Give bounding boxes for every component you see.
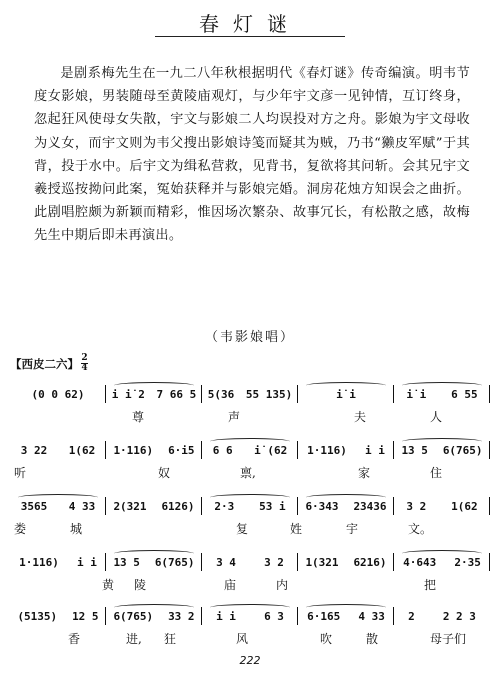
note-group: 1(321 — [305, 555, 339, 569]
time-sig-top: 2 — [81, 353, 88, 363]
measure — [202, 496, 298, 516]
slur-arc — [402, 438, 482, 445]
note-group: (0 0 62) — [31, 387, 85, 401]
lyric: 奴 — [158, 466, 171, 480]
note-group: 2 — [408, 609, 415, 623]
measure — [202, 440, 298, 460]
note-group: i i̇ 2 — [111, 387, 145, 401]
note-group: 13 5 — [113, 555, 140, 569]
note-group: i̇ i — [406, 387, 427, 401]
lyric: 陵 — [134, 578, 147, 592]
measure — [10, 440, 106, 460]
note-group: 2 2 3 — [442, 609, 476, 623]
notes-row — [10, 496, 490, 516]
slur-arc — [210, 494, 290, 501]
lyrics-row — [10, 408, 490, 424]
lyric: 夫 — [354, 410, 367, 424]
lyric: 复 — [236, 522, 249, 536]
lyrics-row — [10, 576, 490, 592]
lyrics-row — [10, 464, 490, 480]
lyric: 进, — [126, 632, 142, 646]
page-number: 222 — [239, 654, 261, 667]
note-group: 1·116) — [307, 443, 347, 457]
measure — [106, 440, 202, 460]
note-group: 6 55 — [451, 387, 478, 401]
measure — [10, 384, 106, 404]
note-group: 6·343 — [305, 499, 339, 513]
lyric: 宇 — [346, 522, 359, 536]
lyric: 散 — [366, 632, 379, 646]
staff-5 — [10, 600, 490, 652]
note-group: 6(765) — [154, 555, 195, 569]
notes-row — [10, 552, 490, 572]
note-group: 6 3 — [264, 609, 284, 623]
note-group: 3565 — [20, 499, 48, 513]
slur-arc — [210, 438, 290, 445]
lyric: 香 — [68, 632, 81, 646]
lyric: 姓 — [290, 522, 303, 536]
note-group: 1·116) — [113, 443, 154, 457]
note-group: 3 2 — [264, 555, 284, 569]
note-group: 1(62 — [68, 443, 96, 457]
measure — [202, 384, 298, 404]
notes-row — [10, 440, 490, 460]
note-group: 33 2 — [168, 609, 195, 623]
staff-3 — [10, 490, 490, 542]
slur-arc — [306, 382, 386, 389]
note-group: 6(765) — [442, 443, 483, 457]
note-group: i̇ i — [336, 387, 356, 401]
lyrics-row — [10, 520, 490, 536]
note-group: 2(321 — [113, 499, 147, 513]
note-group: 23436 — [353, 499, 387, 513]
lyric: 吹 — [320, 632, 333, 646]
note-group: i i — [216, 609, 236, 623]
note-group: i i — [77, 555, 97, 569]
note-group: 7 66 5 — [156, 387, 197, 401]
note-group: 4·643 — [403, 555, 437, 569]
lyric: 文。 — [408, 522, 433, 536]
lyric: 娄 — [14, 522, 27, 536]
slur-arc — [114, 550, 194, 557]
measure — [298, 384, 394, 404]
note-group: i̇ (62 — [254, 443, 288, 457]
note-group: 1·116) — [19, 555, 59, 569]
lyric: 家 — [358, 466, 371, 480]
mode-label: 【西皮二六】 — [10, 356, 79, 371]
staff-4 — [10, 546, 490, 598]
note-group: 2·35 — [454, 555, 481, 569]
note-group: 3 22 — [20, 443, 48, 457]
lyric: 狂 — [164, 632, 177, 646]
lyric: 城 — [70, 522, 83, 536]
lyric: 住 — [430, 466, 443, 480]
measure — [106, 552, 202, 572]
notes-row — [10, 384, 490, 404]
staff-1 — [10, 378, 490, 430]
measure — [10, 496, 106, 516]
note-group: 5(36 — [207, 387, 235, 401]
measure — [10, 606, 106, 626]
lyric: 声 — [228, 410, 241, 424]
lyric: 庙 — [224, 578, 237, 592]
measure — [394, 440, 490, 460]
slur-arc — [402, 382, 482, 389]
measure — [202, 552, 298, 572]
note-group: 6·165 — [307, 609, 341, 623]
page-title: 春灯谜 — [199, 12, 301, 36]
title-underline — [155, 36, 345, 37]
slur-arc — [210, 604, 290, 611]
note-group: 6126) — [161, 499, 195, 513]
note-group: 3 4 — [216, 555, 236, 569]
note-group: 1(62 — [451, 499, 478, 513]
lyric: 内 — [276, 578, 289, 592]
time-sig-bottom: 4 — [81, 363, 88, 373]
measure — [394, 384, 490, 404]
note-group: 13 5 — [401, 443, 428, 457]
measure — [394, 552, 490, 572]
measure — [298, 440, 394, 460]
slur-arc — [114, 604, 194, 611]
note-group: 2·3 — [214, 499, 235, 513]
slur-arc — [18, 494, 98, 501]
notes-row — [10, 606, 490, 626]
measure — [10, 552, 106, 572]
note-group: 4 33 — [68, 499, 96, 513]
measure — [298, 552, 394, 572]
measure — [298, 496, 394, 516]
note-group: i i — [365, 443, 385, 457]
slur-arc — [402, 550, 482, 557]
slur-arc — [306, 604, 386, 611]
time-signature — [81, 354, 88, 373]
key-signature — [10, 354, 88, 373]
note-group: (5135) — [17, 609, 58, 623]
staff-2 — [10, 434, 490, 486]
lyric: 听 — [14, 466, 27, 480]
lyric: 人 — [430, 410, 443, 424]
note-group: 4 33 — [358, 609, 385, 623]
measure — [106, 384, 202, 404]
measure — [106, 606, 202, 626]
note-group: 3 2 — [406, 499, 427, 513]
intro-paragraph: 是剧系梅先生在一九二八年秋根据明代《春灯谜》传奇编演。明韦节度女影娘，男装随母至黄陵庙观灯，与少年宇文彦一见钟情，互订终身，忽起狂风使母女失散，宇文与影娘二人均误投对方之舟。影娘为宇文母收为义女，而宇文则为韦父搜出影娘诗笺而疑其为贼，乃书“獭皮军赋”于其背，投于水中。后宇文为缉私营救，见背书，复欲将其问斩。会其兄宇文羲授巡按拗问此案，冤始获释并与影娘完婚。洞房花烛方知误会之曲折。此剧唱腔颇为新颖而精彩，惟因场次繁杂、故事冗长，有松散之感，故梅先生中期后即未再演出。 — [34, 66, 470, 244]
measure — [394, 606, 490, 626]
slur-arc — [114, 382, 194, 389]
measure — [202, 606, 298, 626]
note-group: 12 5 — [72, 609, 99, 623]
note-group: 6·i5 — [168, 443, 195, 457]
lyric: 黄 — [102, 578, 115, 592]
lyric: 母子们 — [430, 632, 467, 646]
lyric: 风 — [236, 632, 249, 646]
singer-caption: （韦影娘唱） — [204, 330, 295, 345]
measure — [106, 496, 202, 516]
note-group: 6216) — [353, 555, 387, 569]
measure — [394, 496, 490, 516]
note-group: 55 135) — [245, 387, 293, 401]
note-group: 6 6 — [212, 443, 233, 457]
note-group: 6(765) — [113, 609, 154, 623]
slur-arc — [306, 494, 386, 501]
lyrics-row — [10, 630, 490, 646]
measure — [298, 606, 394, 626]
lyric: 尊 — [132, 410, 145, 424]
lyric: 把 — [424, 578, 437, 592]
note-group: 53 i — [259, 499, 286, 513]
lyric: 禀, — [240, 466, 256, 480]
